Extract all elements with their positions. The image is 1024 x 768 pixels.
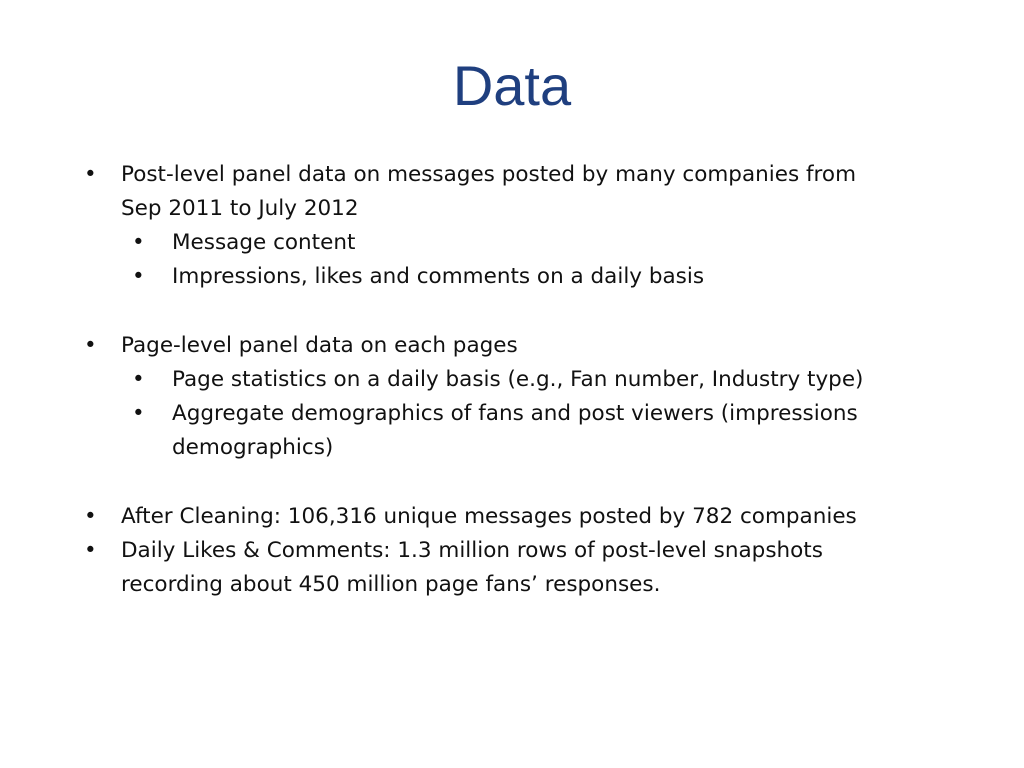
sub-bullet-icon: • [132, 401, 145, 426]
bullet-text: Daily Likes & Comments: 1.3 million rows of post-level snapshots [121, 538, 823, 563]
bullet-text: recording about 450 million page fans’ responses. [121, 572, 661, 597]
sub-bullet-icon: • [132, 230, 145, 255]
sub-bullet-text: Page statistics on a daily basis (e.g., Fan number, Industry type) [172, 367, 864, 392]
bullet-icon: • [84, 333, 97, 358]
bullet-icon: • [84, 162, 97, 187]
bullet-icon: • [84, 538, 97, 563]
bullet-icon: • [84, 504, 97, 529]
sub-bullet-icon: • [132, 367, 145, 392]
slide-title: Data [452, 54, 572, 117]
bullet-text: After Cleaning: 106,316 unique messages posted by 782 companies [121, 504, 857, 529]
sub-bullet-text: Aggregate demographics of fans and post viewers (impressions [172, 401, 858, 426]
bullet-text: Sep 2011 to July 2012 [121, 196, 359, 221]
bullet-text: Post-level panel data on messages posted by many companies from [121, 162, 857, 187]
sub-bullet-icon: • [132, 264, 145, 289]
sub-bullet-text: demographics) [172, 435, 334, 460]
sub-bullet-text: Impressions, likes and comments on a daily basis [172, 264, 705, 289]
sub-bullet-text: Message content [172, 230, 356, 255]
bullet-text: Page-level panel data on each pages [121, 333, 518, 358]
